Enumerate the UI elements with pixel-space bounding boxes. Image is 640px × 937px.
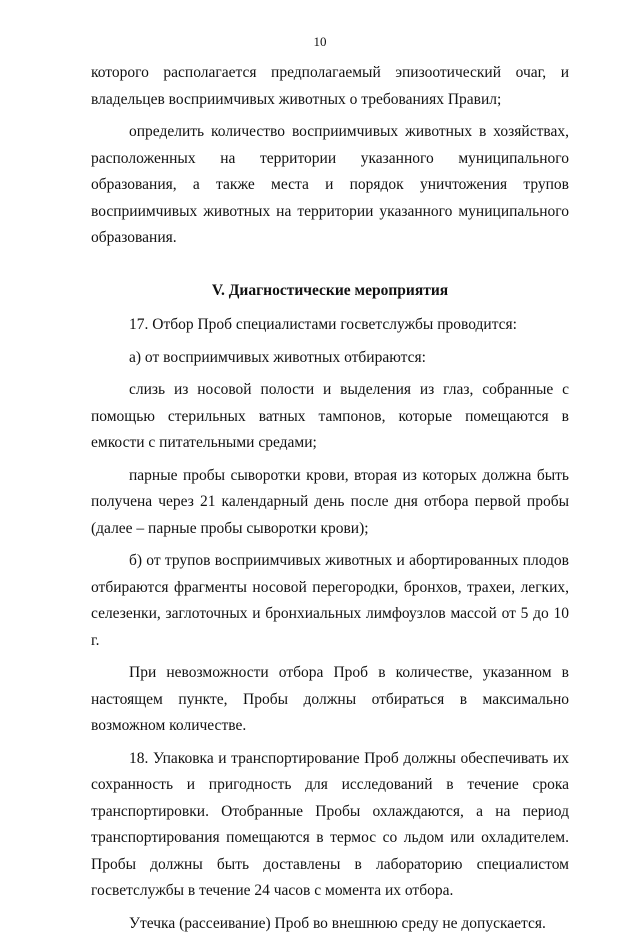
page-number: 10: [0, 34, 640, 50]
paragraph-17: 17. Отбор Проб специалистами госветслужбы проводится:: [91, 312, 569, 339]
paragraph-17a: а) от восприимчивых животных отбираются:: [91, 345, 569, 372]
section-heading: V. Диагностические мероприятия: [91, 278, 569, 305]
paragraph-17b: б) от трупов восприимчивых животных и абортированных плодов отбираются фрагменты носовой перегородки, бронхов, трахеи, легких, селезенки, заглоточных и бронхиальных лимфоузлов массой от 5 до 10 г.: [91, 548, 569, 654]
paragraph-mucus: слизь из носовой полости и выделения из глаз, собранные с помощью стерильных ватных тампонов, которые помещаются в емкости с питательными средами;: [91, 377, 569, 457]
paragraph-continuation: которого располагается предполагаемый эпизоотический очаг, и владельцев восприимчивых животных о требованиях Правил;: [91, 60, 569, 113]
paragraph-18: 18. Упаковка и транспортирование Проб должны обеспечивать их сохранность и пригодность для исследований в течение срока транспортировки. Отобранные Пробы охлаждаются, а на период транспортирования помещаются в термос со льдом или охладителем. Пробы должны быть доставлены в лабораторию специалистом госветслужбы в течение 24 часов с момента их отбора.: [91, 746, 569, 905]
paragraph-determine-count: определить количество восприимчивых животных в хозяйствах, расположенных на территории указанного муниципального образования, а также места и порядок уничтожения трупов восприимчивых животных на территории указанного муниципального образования.: [91, 119, 569, 252]
document-body: [91, 60, 569, 937]
paragraph-impossibility: При невозможности отбора Проб в количестве, указанном в настоящем пункте, Пробы должны отбираться в максимально возможном количестве.: [91, 660, 569, 740]
paragraph-paired-sera: парные пробы сыворотки крови, вторая из которых должна быть получена через 21 календарный день после дня отбора первой пробы (далее – парные пробы сыворотки крови);: [91, 463, 569, 543]
paragraph-leakage: Утечка (рассеивание) Проб во внешнюю среду не допускается.: [91, 911, 569, 937]
